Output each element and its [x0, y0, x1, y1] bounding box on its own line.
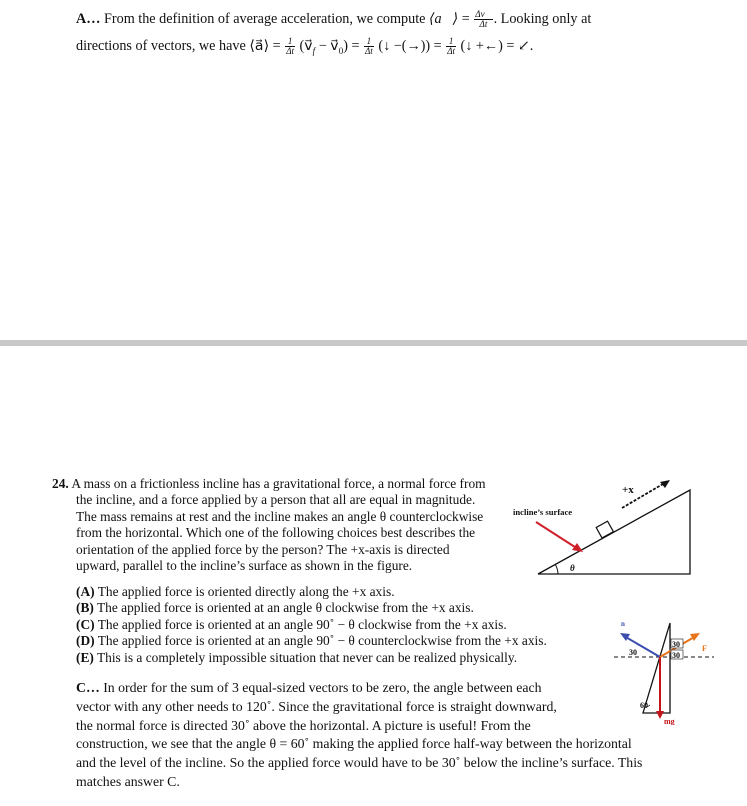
choice-a: (A) The applied force is oriented directly along the +x axis.	[76, 584, 395, 599]
angle-30-lower: 30	[672, 651, 680, 660]
mg-label: mg	[664, 717, 675, 725]
incline-surface-label: incline’s surface	[513, 507, 573, 517]
incline-figure	[510, 476, 710, 581]
answer-letter-a: A…	[76, 11, 101, 27]
question-number: 24.	[52, 476, 69, 491]
choice-e: (E) This is a completely impossible situation that never can be realized physically.	[76, 649, 518, 665]
angle-30-left: 30	[629, 648, 637, 657]
top-answer-line-1: A… From the definition of average acceleration, we compute ⟨a⃗⟩ = $\frac{\Delta v⃗}{\Delta t}$ . Looking only at	[76, 9, 592, 30]
n-label: n	[621, 620, 625, 628]
answer-explanation: C… In order for the sum of 3 equal-sized vectors to be zero, the angle between each vector with any other needs to 120˚. Since the gravitational force is straight downward, the normal force is directed 30˚ above the horizontal. A picture is useful! From the construction, we see that the angle θ = 60˚ making the applied force half-way between the horizontal and the level of the incline. So the applied force would have to be 30˚ below the incline’s surface. This matches answer C.	[76, 680, 643, 789]
theta-arc	[555, 564, 558, 574]
choice-c: (C) The applied force is oriented at an angle 90˚ − θ clockwise from the +x axis.	[76, 616, 507, 632]
page-bottom	[0, 346, 747, 806]
theta-label: θ	[570, 563, 575, 573]
question-24: 24. A mass on a frictionless incline has a gravitational force, a normal force from the incline, and a force applied by a person that all are equal in magnitude. The mass remains at rest and the incline makes an angle θ counterclockwise from the horizontal. Which one of the following choices best describes the orientation of the applied force by the person? The +x-axis is directed upward, parallel to the incline’s surface as shown in the figure.	[52, 476, 486, 574]
page-top	[0, 0, 747, 340]
F-label: F	[702, 644, 707, 653]
surface-pointer-arrow	[536, 522, 578, 549]
answer-letter-c: C…	[76, 680, 100, 695]
choice-b: (B) The applied force is oriented at an angle θ clockwise from the +x axis.	[76, 600, 474, 616]
angle-60-label: 60	[640, 701, 648, 710]
construction-triangle	[643, 623, 670, 713]
plus-x-label: +x	[622, 484, 634, 496]
mass-block	[596, 521, 613, 538]
top-answer-line-2: directions of vectors, we have ⟨a⃗⟩ = $\frac{1}{\Delta t}$ ($v⃗_f$ − $v⃗_0$) = $\frac{1}{\Delta t}$ (↓ −(→)) = $\frac{1}{\Delta t}$ (↓ +←) = ↙.	[76, 36, 534, 57]
answer-choices	[76, 584, 547, 666]
fraction-dv-dt: $\frac{\Delta v⃗}{\Delta t}$	[475, 9, 492, 30]
choice-d: (D) The applied force is oriented at an angle 90˚ − θ counterclockwise from the +x axis.	[76, 633, 547, 649]
angle-30-upper: 30	[672, 640, 680, 649]
